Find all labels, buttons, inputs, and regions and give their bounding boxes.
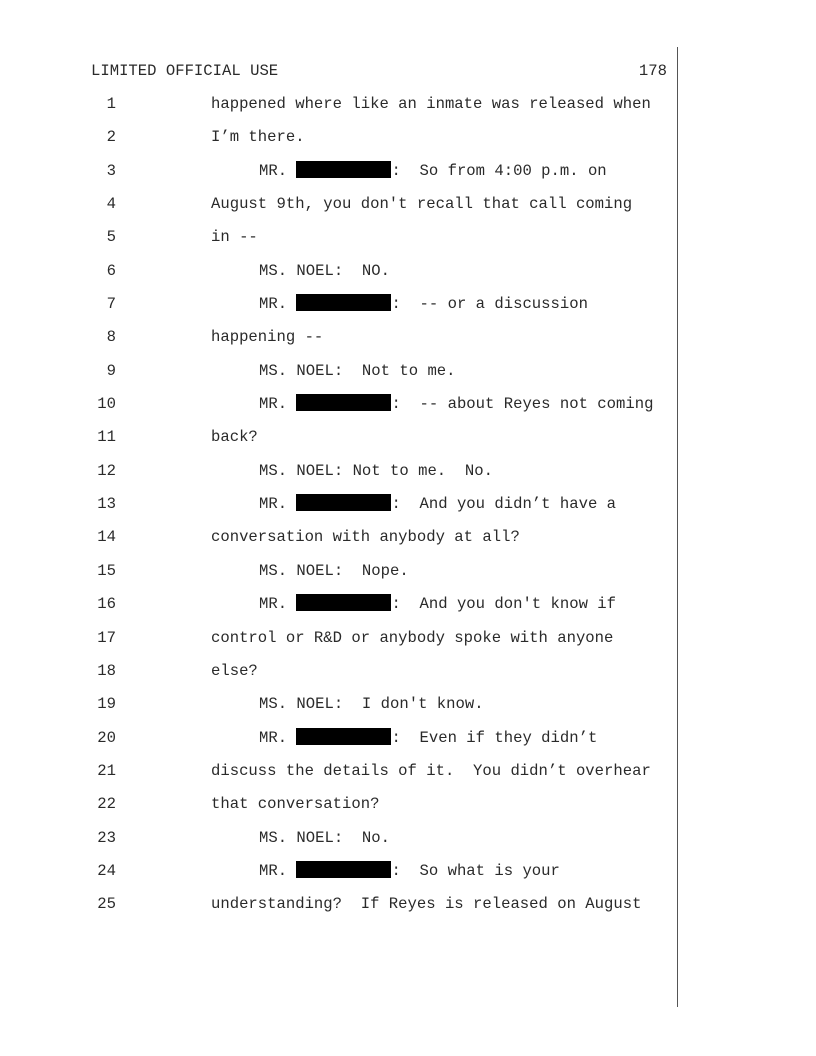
line-text: control or R&D or anybody spoke with anyone [211, 628, 614, 647]
line-text-content: : -- or a discussion [391, 295, 588, 314]
transcript-line [0, 227, 676, 260]
line-text: MS. NOEL: Nope. [259, 561, 409, 580]
speaker-label: MR. [259, 295, 288, 314]
transcript-line [0, 361, 676, 394]
page-number: 178 [638, 62, 667, 80]
line-number: 22 [97, 795, 116, 814]
line-text-content: : And you don't know if [391, 595, 617, 614]
line-text: happening -- [211, 328, 324, 347]
transcript-line [0, 761, 676, 794]
speaker-label: MR. [259, 395, 288, 414]
transcript-line [0, 261, 676, 294]
line-number: 15 [97, 561, 116, 580]
line-text: happened where like an inmate was released when [211, 95, 651, 113]
line-number: 3 [106, 161, 116, 180]
line-number: 20 [97, 728, 116, 747]
line-number: 23 [97, 828, 116, 847]
transcript-line [0, 294, 676, 327]
transcript-line [0, 161, 676, 194]
line-text-content: : -- about Reyes not coming [391, 395, 654, 414]
line-number: 13 [97, 495, 116, 514]
transcript-line [0, 594, 676, 627]
transcript-line [0, 728, 676, 761]
line-text [259, 594, 616, 614]
line-text: back? [211, 428, 258, 447]
transcript-line [0, 894, 676, 927]
line-text: conversation with anybody at all? [211, 528, 520, 547]
transcript-line [0, 127, 676, 160]
line-number: 14 [97, 528, 116, 547]
line-text: in -- [211, 228, 258, 247]
line-text [259, 294, 588, 314]
line-text: MS. NOEL: Not to me. No. [259, 461, 493, 480]
line-text [259, 494, 616, 514]
transcript-line [0, 628, 676, 661]
line-number: 6 [106, 261, 116, 280]
transcript-line [0, 94, 676, 127]
line-number: 16 [97, 595, 116, 614]
transcript-line [0, 527, 676, 560]
line-text-content: : And you didn’t have a [391, 495, 617, 514]
line-text [259, 861, 560, 881]
speaker-label: MR. [259, 495, 288, 514]
transcript-line [0, 494, 676, 527]
redaction-box [296, 161, 391, 178]
line-text: MS. NOEL: I don't know. [259, 695, 484, 714]
line-text-content: : So what is your [391, 861, 560, 880]
redaction-box [296, 494, 391, 511]
transcript-line [0, 794, 676, 827]
line-number: 19 [97, 695, 116, 714]
transcript-line [0, 828, 676, 861]
transcript-line [0, 694, 676, 727]
line-number: 24 [97, 861, 116, 880]
line-number: 7 [106, 295, 116, 314]
line-number: 2 [106, 128, 116, 147]
speaker-label: MR. [259, 595, 288, 614]
line-text [259, 728, 597, 748]
redaction-box [296, 861, 391, 878]
line-text-content: : So from 4:00 p.m. on [391, 161, 607, 180]
right-margin-rule [677, 47, 678, 1007]
transcript-line [0, 427, 676, 460]
line-text: MS. NOEL: Not to me. [259, 361, 456, 380]
line-text [259, 394, 653, 414]
transcript-line [0, 461, 676, 494]
line-number: 21 [97, 761, 116, 780]
line-number: 17 [97, 628, 116, 647]
speaker-label: MR. [259, 861, 288, 880]
line-number: 18 [97, 661, 116, 680]
line-number: 12 [97, 461, 116, 480]
line-text: else? [211, 661, 258, 680]
line-text: MS. NOEL: NO. [259, 261, 391, 280]
line-text [259, 161, 607, 181]
transcript-line [0, 194, 676, 227]
line-number: 10 [97, 395, 116, 414]
transcript-body [0, 94, 676, 928]
transcript-line [0, 661, 676, 694]
transcript-line [0, 861, 676, 894]
speaker-label: MR. [259, 161, 288, 180]
redaction-box [296, 394, 391, 411]
line-number: 25 [97, 895, 116, 914]
line-text: that conversation? [211, 795, 380, 814]
line-number: 9 [106, 361, 116, 380]
classification-marking: LIMITED OFFICIAL USE [91, 62, 279, 80]
page-header [91, 61, 667, 81]
line-text: discuss the details of it. You didn’t overhear [211, 761, 651, 780]
redaction-box [296, 594, 391, 611]
transcript-line [0, 561, 676, 594]
transcript-line [0, 394, 676, 427]
line-text: I’m there. [211, 128, 305, 147]
line-text: MS. NOEL: No. [259, 828, 391, 847]
line-text: understanding? If Reyes is released on August [211, 895, 642, 914]
redaction-box [296, 294, 391, 311]
line-number: 8 [106, 328, 116, 347]
transcript-line [0, 327, 676, 360]
line-number: 1 [106, 95, 116, 113]
redaction-box [296, 728, 391, 745]
line-number: 4 [106, 195, 116, 214]
line-text: August 9th, you don't recall that call coming [211, 195, 633, 214]
line-number: 11 [97, 428, 116, 447]
speaker-label: MR. [259, 728, 288, 747]
line-number: 5 [106, 228, 116, 247]
line-text-content: : Even if they didn’t [391, 728, 598, 747]
